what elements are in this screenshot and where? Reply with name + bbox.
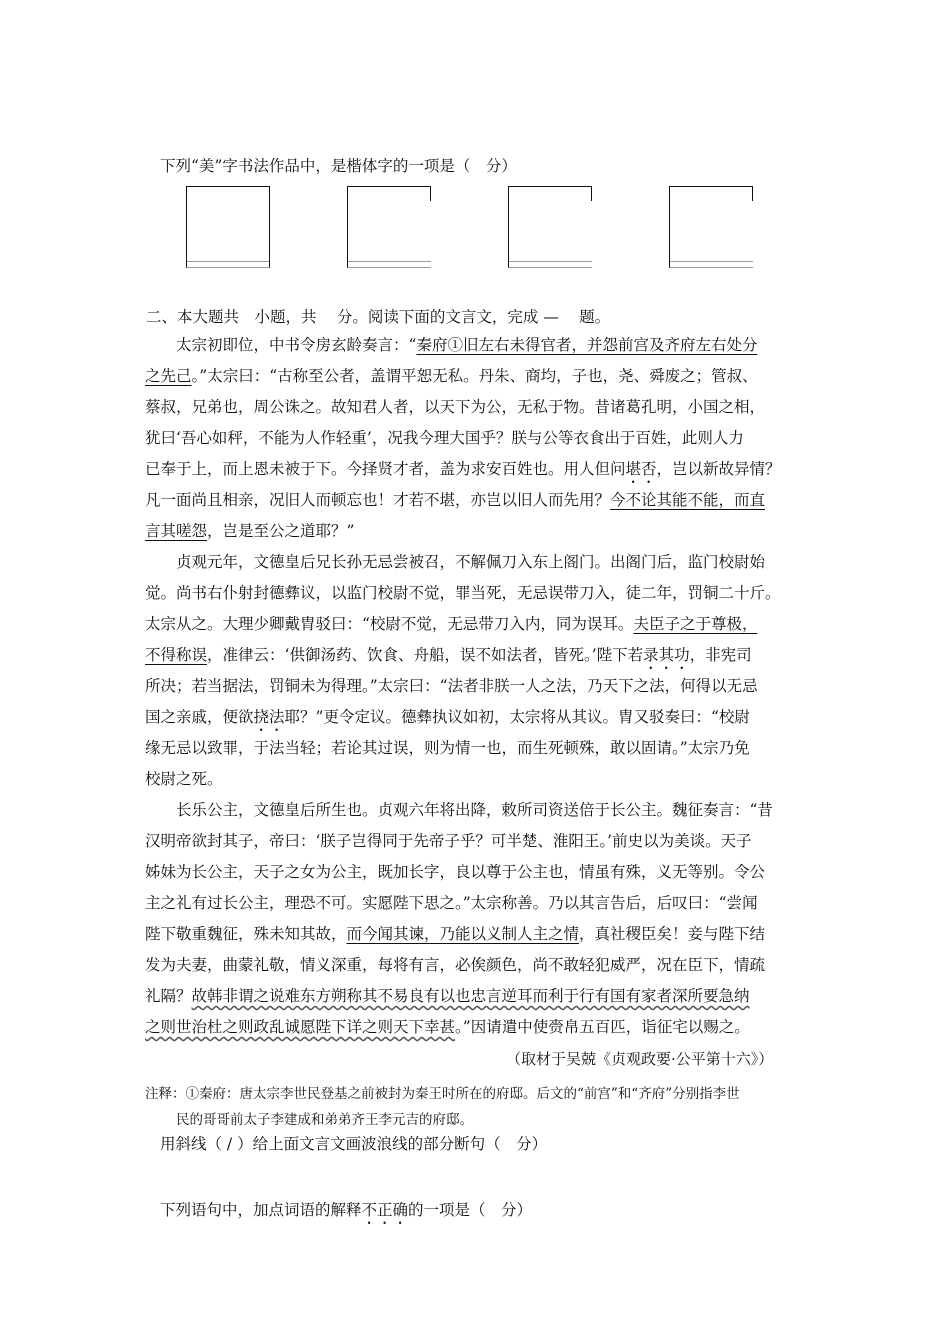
p1-line-5: 已奉于上，而上恩未被于下。今择贤才者，盖为求安百姓也。用人但问堪否，岂以新故异情？ xyxy=(145,460,781,478)
p2-line-2: 觉。尚书右仆射封德彝议，以监门校尉不觉，罪当死，无忌误带刀入，徒二年，罚铜二十斤。 xyxy=(145,584,781,602)
question-slash: 用斜线（ / ）给上面文言文画波浪线的部分断句（ 分） xyxy=(160,1135,548,1153)
p1-line-1: 太宗初即位，中书令房玄龄奏言：“秦府①旧左右未得官者，并怨前宫及齐府左右处分 xyxy=(176,336,758,354)
p2-line-5: 所决；若当据法，罚铜未为得理。”太宗曰：“法者非朕一人之法，乃天下之法，何得以无忌 xyxy=(145,677,758,695)
p3-line-5: 陛下敬重魏征，殊未知其故，而今闻其谏，乃能以义制人主之情，真社稷臣矣！妾与陛下结 xyxy=(145,925,766,943)
question-interpretation: 下列语句中，加点词语的解释不正确的一项是（ 分） xyxy=(160,1201,533,1219)
p1-line-4: 犹曰‘吾心如秤，不能为人作轻重’，况我今理大国乎？朕与公等衣食出于百姓，此则人力 xyxy=(145,429,744,447)
p1-line-7: 言其嗟怨，岂是至公之道耶？” xyxy=(145,522,355,540)
p2-line-6: 国之亲戚，便欲挠法耶？”更令定议。德彝执议如初，太宗将从其议。胄又驳奏曰：“校尉 xyxy=(145,708,750,726)
p3-line-8: 之则世治杜之则政乱诚愿陛下详之则天下幸甚。”因请遣中使赍帛五百匹，诣征宅以赐之。 xyxy=(145,1018,750,1036)
p2-line-3: 太宗从之。大理少卿戴胄驳曰：“校尉不觉，无忌带刀入内，同为误耳。夫臣子之于尊极， xyxy=(145,615,758,633)
p1-line-3: 蔡叔，兄弟也，周公诛之。故知君人者，以天下为公，无私于物。昔诸葛孔明，小国之相， xyxy=(145,398,766,416)
p1-line-6: 凡一面尚且相亲，况旧人而顿忘也！才若不堪，亦岂以旧人而先用？今不论其能不能，而直 xyxy=(145,491,766,509)
p3-line-2: 汉明帝欲封其子，帝曰：‘朕子岂得同于先帝子乎？可半楚、淮阳王。’前史以为美谈。天子 xyxy=(145,832,752,850)
question-calligraphy: 下列“美”字书法作品中，是楷体字的一项是（ 分） xyxy=(160,157,517,175)
p3-line-3: 姊妹为长公主，天子之女为公主，既加长字，良以尊于公主也，情虽有殊，义无等别。令公 xyxy=(145,863,766,881)
p2-line-8: 校尉之死。 xyxy=(145,770,223,788)
p3-line-4: 主之礼有过长公主，理恐不可。实愿陛下思之。”太宗称善。乃以其言告后，后叹曰：“尝闻 xyxy=(145,894,758,912)
p1-line-2: 之先己。”太宗曰：“古称至公者，盖谓平恕无私。丹朱、商均，子也，尧、舜废之；管叔、 xyxy=(145,367,758,385)
option-box-a xyxy=(186,186,270,268)
option-box-d xyxy=(669,186,753,268)
p2-line-7: 缘无忌以致罪，于法当轻；若论其过误，则为情一也，而生死顿殊，敢以固请。”太宗乃免 xyxy=(145,739,750,757)
p3-line-7: 礼隔？故韩非谓之说难东方朔称其不易良有以也忠言逆耳而利于行有国有家者深所要急纳 xyxy=(145,987,750,1005)
section-heading: 二、本大题共 小题，共 分。阅读下面的文言文，完成 — 题。 xyxy=(146,308,611,326)
option-box-c xyxy=(508,186,592,268)
footnote-line-2: 民的哥哥前太子李建成和弟弟齐王李元吉的府邸。 xyxy=(176,1112,473,1128)
source-citation: （取材于吴兢《贞观政要·公平第十六》） xyxy=(506,1050,774,1068)
footnote-line-1: 注释：①秦府：唐太宗李世民登基之前被封为秦王时所在的府邸。后文的“前宫”和“齐府”分别指李世 xyxy=(145,1086,740,1102)
p3-line-1: 长乐公主，文德皇后所生也。贞观六年将出降，敕所司资送倍于长公主。魏征奏言：“昔 xyxy=(176,801,773,819)
p2-line-4: 不得称误，准律云：‘供御汤药、饮食、舟船，误不如法者，皆死。’陛下若录其功，非宪司 xyxy=(145,646,752,664)
p3-line-6: 发为夫妻，曲蒙礼敬，情义深重，每将有言，必俟颜色，尚不敢轻犯威严，况在臣下，情疏 xyxy=(145,956,766,974)
p2-line-1: 贞观元年，文德皇后兄长孙无忌尝被召，不解佩刀入东上阁门。出阁门后，监门校尉始 xyxy=(176,553,766,571)
option-box-b xyxy=(347,186,431,268)
